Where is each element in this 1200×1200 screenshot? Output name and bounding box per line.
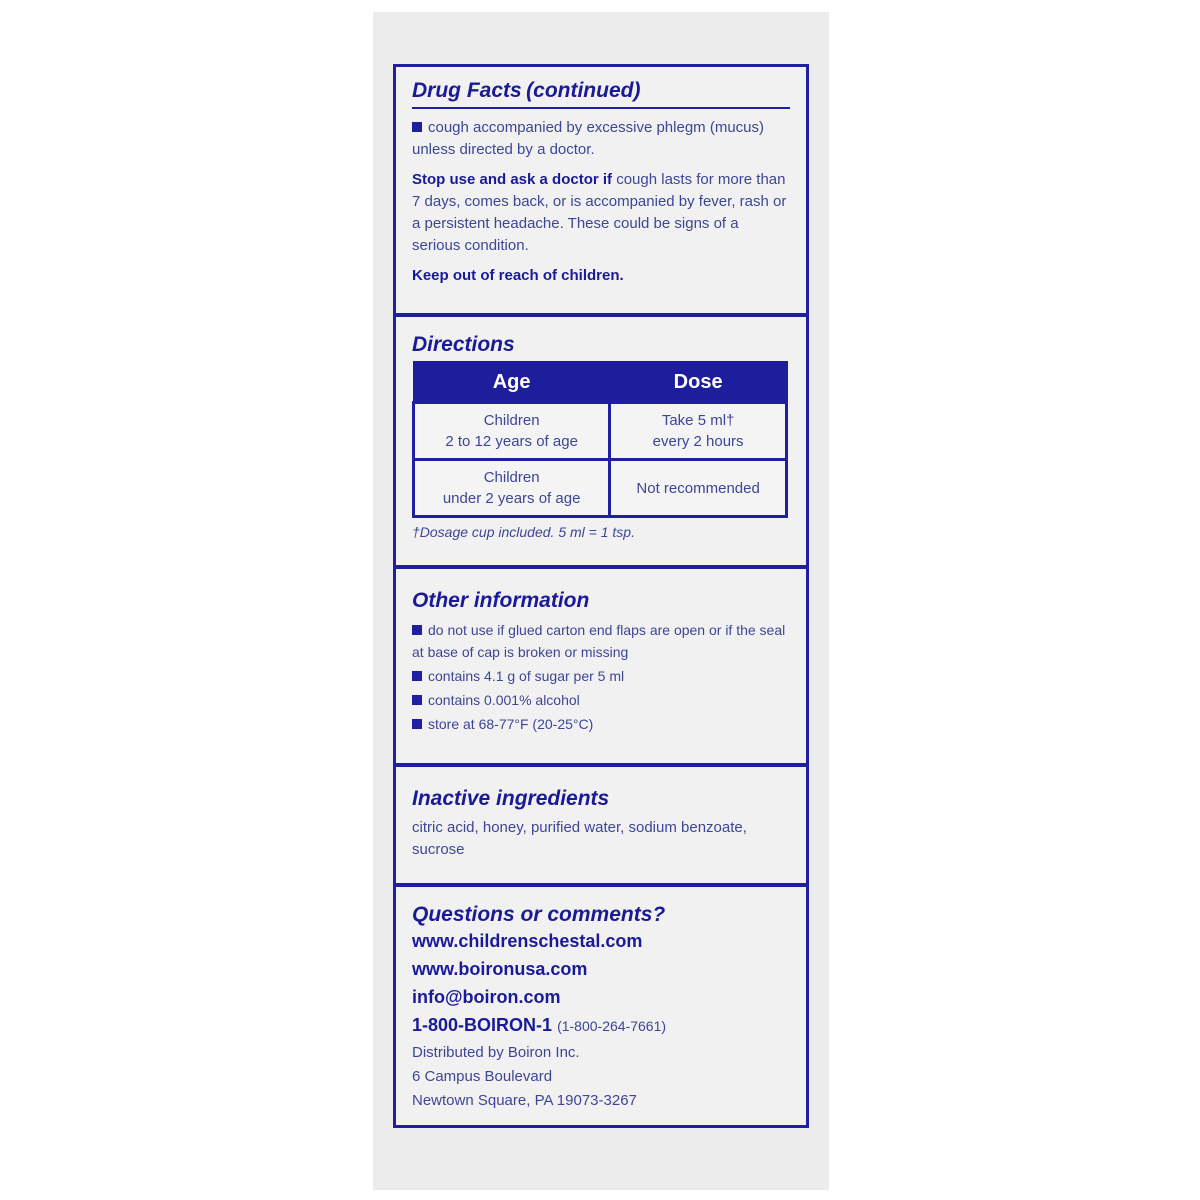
dosage-table-header [414,362,787,403]
directions-section [396,317,806,569]
inactive-ingredients-title: Inactive ingredients [412,787,610,810]
dose-cell: Take 5 ml† every 2 hours [610,403,787,460]
distributor: Distributed by Boiron Inc. [412,1044,580,1061]
drug-facts-continued: (continued) [526,79,641,102]
website-link[interactable]: www.childrenschestal.com [412,931,643,951]
table-row [414,403,787,460]
questions-title: Questions or comments? [412,903,666,926]
stop-use-heading: Stop use and ask a doctor if [412,171,613,188]
drug-facts-panel [393,64,809,1128]
stop-use-warning [412,169,790,257]
list-item-text: contains 0.001% alcohol [428,692,580,708]
list-item-text: do not use if glued carton end flaps are open or if the seal at base of cap is broken or missing [412,622,786,660]
phone-number[interactable]: 1-800-BOIRON-1 [412,1015,553,1035]
dose-cell: Not recommended [610,460,787,517]
dosage-table [412,361,788,518]
other-information-section [396,569,806,767]
bullet-square-icon [412,625,422,635]
list-item-text: contains 4.1 g of sugar per 5 ml [428,668,625,684]
other-information-title: Other information [412,589,590,612]
stop-use-text: cough lasts for more than 7 days, comes back, or is accompanied by fever, rash or a persistent headache. These could be signs of a serious condition. [412,171,787,254]
list-item [412,713,790,735]
drug-facts-section [396,67,806,317]
bullet-square-icon [412,122,422,132]
table-row [414,460,787,517]
list-item [412,619,790,663]
directions-title: Directions [412,333,515,356]
website-link[interactable]: www.boironusa.com [412,959,588,979]
dosage-footnote: †Dosage cup included. 5 ml = 1 tsp. [412,524,635,540]
age-header: Age [414,362,610,403]
warning-bullet [412,117,790,161]
inactive-ingredients-text: citric acid, honey, purified water, sodium benzoate, sucrose [412,819,747,858]
list-item [412,665,790,687]
keep-out-warning: Keep out of reach of children. [412,267,624,284]
dose-header: Dose [610,362,787,403]
phone-line [412,1011,790,1040]
address-line: Newtown Square, PA 19073-3267 [412,1092,637,1109]
questions-section [396,887,806,1125]
drug-facts-header [412,79,790,109]
inactive-ingredients-section [396,767,806,887]
age-cell: Children under 2 years of age [414,460,610,517]
email-link[interactable]: info@boiron.com [412,987,561,1007]
bullet-square-icon [412,695,422,705]
phone-numeric: (1-800-264-7661) [557,1018,667,1034]
address-line: 6 Campus Boulevard [412,1068,553,1085]
bullet-square-icon [412,719,422,729]
age-cell: Children 2 to 12 years of age [414,403,610,460]
list-item [412,689,790,711]
drug-facts-title: Drug Facts [412,79,522,102]
warning-bullet-text: cough accompanied by excessive phlegm (mucus) unless directed by a doctor. [412,119,764,158]
list-item-text: store at 68-77°F (20-25°C) [428,716,594,732]
bullet-square-icon [412,671,422,681]
